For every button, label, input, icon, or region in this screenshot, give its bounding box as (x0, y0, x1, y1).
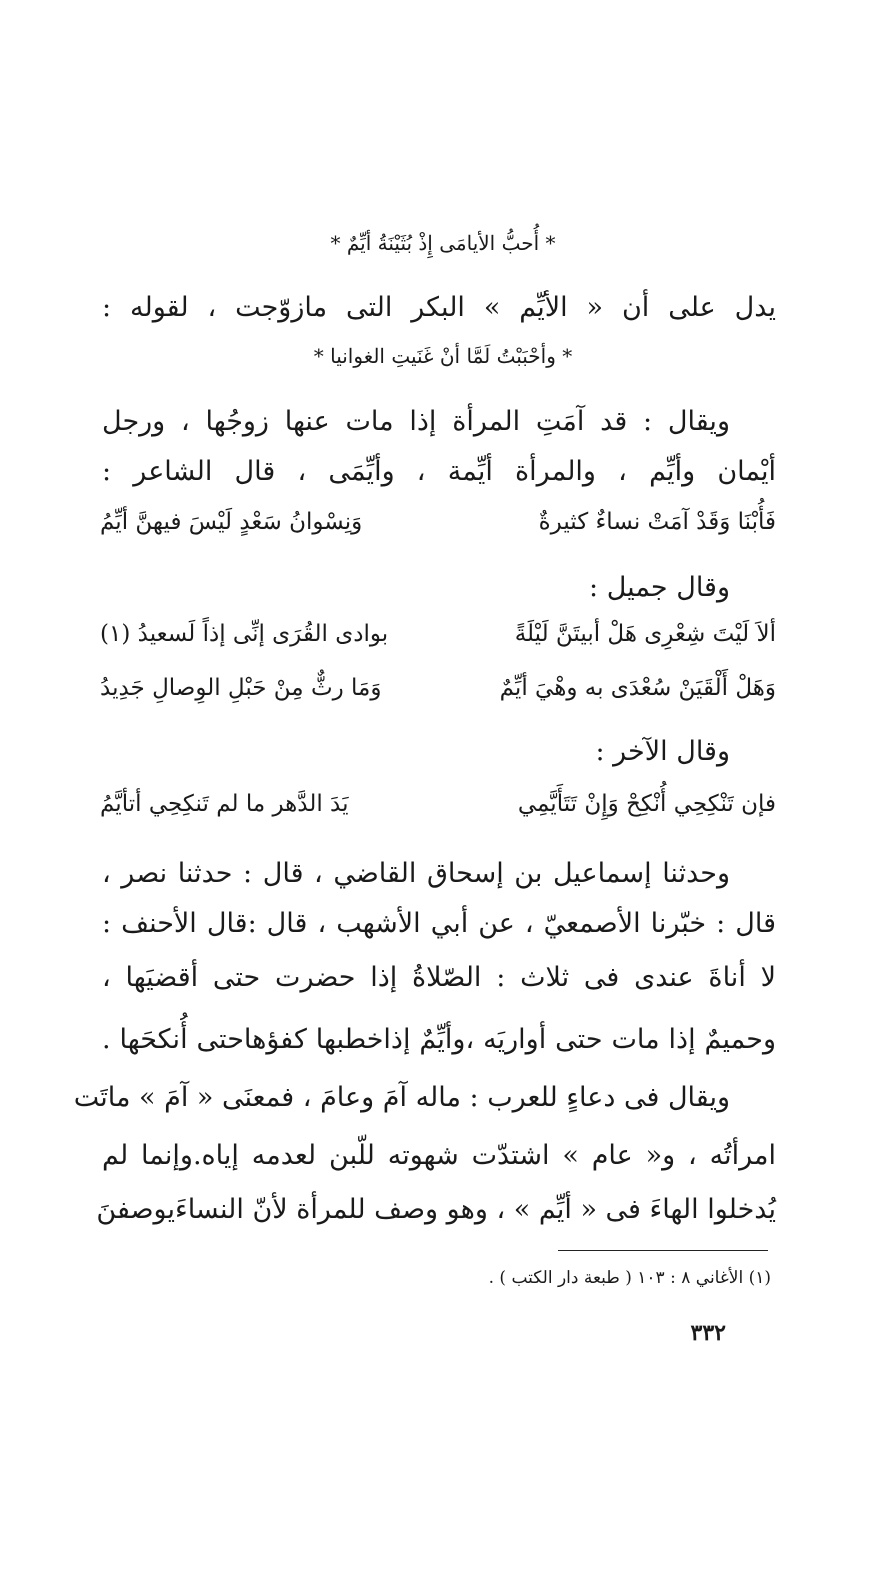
section-heading-other: وقال الآخر : (595, 736, 730, 767)
poem-verse (100, 666, 776, 710)
poem-verse (100, 782, 776, 826)
prose-line: يدل على أن « الأيِّم » البكر التى مازوّجت ، لقوله : (102, 292, 776, 323)
verse-second-hemistich: بوادى القُرَى إنِّى إذاً لَسعيدُ (١) (100, 621, 389, 647)
prose-line: ويقال : قد آمَتِ المرأة إذا مات عنها زوجُها ، ورجل (102, 406, 730, 437)
verse-quote-top: * أُحبُّ الأيامَى إِذْ بُثَيْنَةُ أيِّمٌ * (330, 231, 556, 255)
prose-line: يُدخلوا الهاءَ فى « أيِّم » ، وهو وصف للمرأة لأنّ النساءَيوصفنَ (96, 1194, 776, 1225)
prose-line: قال : خبّرنا الأصمعيّ ، عن أبي الأشهب ، قال :قال الأحنف : (102, 908, 776, 939)
verse-first-hemistich: وَهَلْ أَلْقَيَنْ سُعْدَى به وهْيَ أيِّمٌ (499, 675, 776, 701)
verse-first-hemistich: فَأُبْنَا وَقَدْ آمَتْ نساءٌ كثيرةٌ (538, 509, 776, 535)
verse-quote-mid: * وأحْبَبْتُ لَمَّا أنْ غَنَيتِ الغوانيا * (313, 344, 573, 368)
footnote: (١) الأغاني ٨ : ١٠٣ ( طبعة دار الكتب ) . (488, 1268, 771, 1288)
section-heading-jamil: وقال جميل : (589, 572, 730, 603)
verse-first-hemistich: ألاَ لَيْتَ شِعْرِى هَلْ أبيتَنَّ لَيْلَةً (514, 621, 776, 647)
verse-second-hemistich: وَمَا رثٌّ مِنْ حَبْلِ الوِصالِ جَدِيدُ (100, 675, 382, 701)
poem-verse (100, 612, 776, 656)
verse-second-hemistich: وَنِسْوانُ سَعْدٍ لَيْسَ فيهنَّ أيِّمُ (100, 509, 363, 535)
footnote-divider (558, 1250, 768, 1251)
prose-line: وحميمٌ إذا مات حتى أواريَه ،وأيِّمٌ إذاخطبها كفؤهاحتى أُنكحَها . (102, 1024, 776, 1055)
prose-line: ويقال فى دعاءٍ للعرب : ماله آمَ وعامَ ، فمعنَى « آمَ » ماتَت (73, 1082, 730, 1113)
prose-line: امرأتُه ، و« عام » اشتدّت شهوته للّبن لعدمه إياه.وإنما لم (102, 1140, 776, 1171)
verse-second-hemistich: يَدَ الدَّهر ما لم تَنكِحِي أتأيَّمُ (100, 791, 349, 817)
verse-first-hemistich: فإن تَنْكِحِي أُنْكِحْ وَإِنْ تَتَأَيَّمِي (517, 791, 776, 817)
prose-line: وحدثنا إسماعيل بن إسحاق القاضي ، قال : حدثنا نصر ، (102, 858, 730, 889)
prose-line: لا أناةَ عندى فى ثلاث : الصّلاةُ إذا حضرت حتى أقضيَها ، (102, 962, 776, 993)
page-number: ٣٣٢ (690, 1320, 726, 1346)
poem-verse (100, 500, 776, 544)
prose-line: أيْمان وأيِّم ، والمرأة أيِّمة ، وأيِّمَى ، قال الشاعر : (102, 456, 776, 487)
